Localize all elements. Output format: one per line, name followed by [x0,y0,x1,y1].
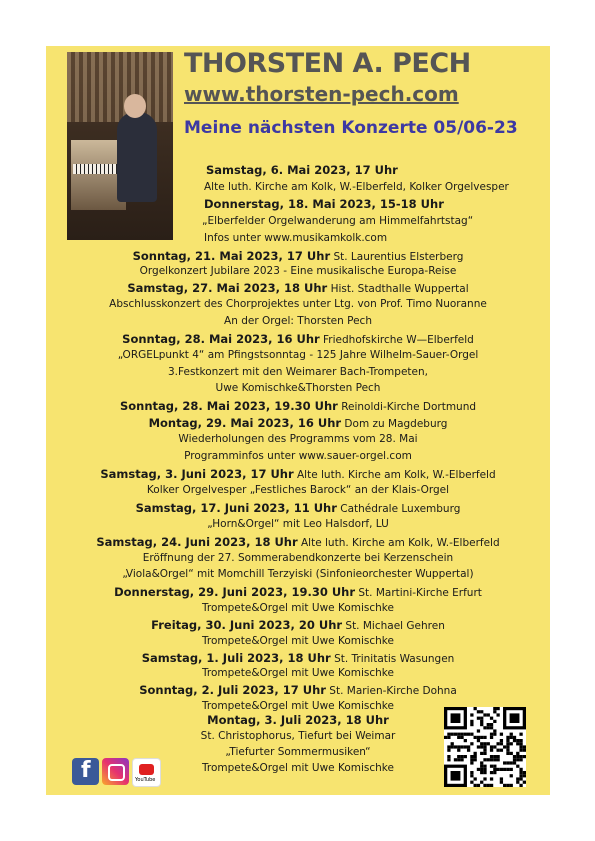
concert-info-line [46,450,550,462]
concert-date-line [204,197,444,211]
concert-info-line [46,602,550,614]
concert-date-line [46,399,550,413]
concert-info-line [46,667,550,679]
organist-figure [117,112,157,202]
website-link[interactable]: www.thorsten-pech.com [184,82,459,106]
concert-detail: Trompete&Orgel mit Uwe Komischke [202,700,394,712]
concert-info-line [46,552,550,564]
concert-detail: Trompete&Orgel mit Uwe Komischke [202,762,394,774]
concert-detail: Wiederholungen des Programms vom 28. Mai [178,433,418,445]
concert-detail: Programminfos unter www.sauer-orgel.com [184,450,412,462]
concert-info-line [46,484,550,496]
concert-date: Samstag, 6. Mai 2023, 17 Uhr [206,163,398,177]
organ-keyboard [73,164,123,174]
concert-date: Samstag, 24. Juni 2023, 18 Uhr [96,535,298,549]
organist-head [124,94,146,118]
concert-date: Donnerstag, 18. Mai 2023, 15-18 Uhr [204,197,444,211]
instagram-icon[interactable] [102,758,129,785]
organ-pipes [67,52,173,122]
concert-detail: St. Trinitatis Wasungen [330,653,455,665]
concert-detail: Reinoldi-Kirche Dortmund [337,401,477,413]
concert-detail: Infos unter www.musikamkolk.com [204,232,388,244]
concert-info-line [46,433,550,445]
concert-info-line [46,298,550,310]
concert-info-line [46,568,550,580]
concert-date: Donnerstag, 29. Juni 2023, 19.30 Uhr [114,585,356,599]
concert-date: Sonntag, 21. Mai 2023, 17 Uhr [132,249,331,263]
concert-detail: Trompete&Orgel mit Uwe Komischke [202,602,394,614]
concert-detail: Abschlusskonzert des Chorprojektes unter Ltg. von Prof. Timo Nuoranne [109,298,487,310]
concert-info-line [46,315,550,327]
concert-detail: St. Martini-Kirche Erfurt [355,587,482,599]
facebook-icon[interactable] [72,758,99,785]
concert-date: Samstag, 3. Juni 2023, 17 Uhr [100,467,294,481]
concert-detail: Eröffnung der 27. Sommerabendkonzerte bei Kerzenschein [142,552,454,564]
concert-detail: Kolker Orgelvesper „Festliches Barock“ an der Klais-Orgel [146,484,450,496]
concert-date: Sonntag, 28. Mai 2023, 16 Uhr [122,332,320,346]
youtube-icon[interactable] [132,758,161,787]
concert-detail: Hist. Stadthalle Wuppertal [327,283,469,295]
concert-date: Sonntag, 2. Juli 2023, 17 Uhr [139,683,326,697]
concert-info-line [46,518,550,530]
concert-info-line [46,349,550,361]
concert-detail: Alte luth. Kirche am Kolk, W.-Elberfeld [293,469,496,481]
concert-detail: „Viola&Orgel“ mit Momchill Terzyiski (Sinfonieorchester Wuppertal) [122,568,474,580]
concert-detail: Cathédrale Luxemburg [336,503,461,515]
concert-date: Sonntag, 28. Mai 2023, 19.30 Uhr [119,399,338,413]
concert-date: Samstag, 17. Juni 2023, 11 Uhr [135,501,337,515]
concert-date-line [46,535,550,549]
qr-code-icon [444,707,526,787]
concert-info-line [202,215,473,227]
concert-detail: „ORGELpunkt 4“ am Pfingstsonntag - 125 Jahre Wilhelm-Sauer-Orgel [117,349,479,361]
concert-info-line [46,382,550,394]
concert-detail: St. Marien-Kirche Dohna [325,685,457,697]
concert-detail: Uwe Komischke&Thorsten Pech [215,382,381,394]
facebook-letter: f [81,758,91,783]
concert-date-line [46,651,550,665]
concert-detail: „Tiefurter Sommermusiken“ [225,746,371,758]
concert-detail: Friedhofskirche W—Elberfeld [319,334,474,346]
concert-date-line [46,332,550,346]
organist-photo [67,52,173,240]
page-subtitle: Meine nächsten Konzerte 05/06-23 [184,118,518,138]
concert-info-line [46,366,550,378]
concert-poster [46,46,550,795]
concert-info-line [204,232,387,244]
concert-detail: An der Orgel: Thorsten Pech [224,315,372,327]
concert-detail: St. Laurentius Elsterberg [330,251,464,263]
concert-detail: Alte luth. Kirche am Kolk, W.-Elberfeld [297,537,500,549]
concert-date-line [46,585,550,599]
concert-date-line [46,501,550,515]
concert-detail: Alte luth. Kirche am Kolk, W.-Elberfeld, Kolker Orgelvesper [204,181,509,193]
concert-date-line [206,163,398,177]
concert-detail: „Elberfelder Orgelwanderung am Himmelfahrtstag“ [202,215,474,227]
concert-detail: St. Michael Gehren [342,620,445,632]
concert-info-line [46,265,550,277]
concert-date: Samstag, 1. Juli 2023, 18 Uhr [141,651,331,665]
concert-detail: Orgelkonzert Jubilare 2023 - Eine musikalische Europa-Reise [139,265,457,277]
concert-date: Freitag, 30. Juni 2023, 20 Uhr [151,618,343,632]
concert-date-line [46,281,550,295]
youtube-label: YouTube [135,777,156,783]
concert-date: Samstag, 27. Mai 2023, 18 Uhr [127,281,328,295]
concert-detail: „Horn&Orgel“ mit Leo Halsdorf, LU [207,518,389,530]
concert-date: Montag, 29. Mai 2023, 16 Uhr [148,416,342,430]
concert-date-line [46,416,550,430]
concert-detail: Dom zu Magdeburg [341,418,448,430]
concert-detail: 3.Festkonzert mit den Weimarer Bach-Trompeten, [168,366,428,378]
concert-info-line [46,635,550,647]
concert-detail: Trompete&Orgel mit Uwe Komischke [202,667,394,679]
concert-date-line [46,618,550,632]
concert-date-line [46,249,550,263]
concert-date-line [46,467,550,481]
artist-name: THORSTEN A. PECH [184,48,471,79]
concert-info-line [204,181,509,193]
concert-date-line [46,683,550,697]
concert-detail: St. Christophorus, Tiefurt bei Weimar [200,730,396,742]
concert-detail: Trompete&Orgel mit Uwe Komischke [202,635,394,647]
concert-date: Montag, 3. Juli 2023, 18 Uhr [207,713,389,727]
